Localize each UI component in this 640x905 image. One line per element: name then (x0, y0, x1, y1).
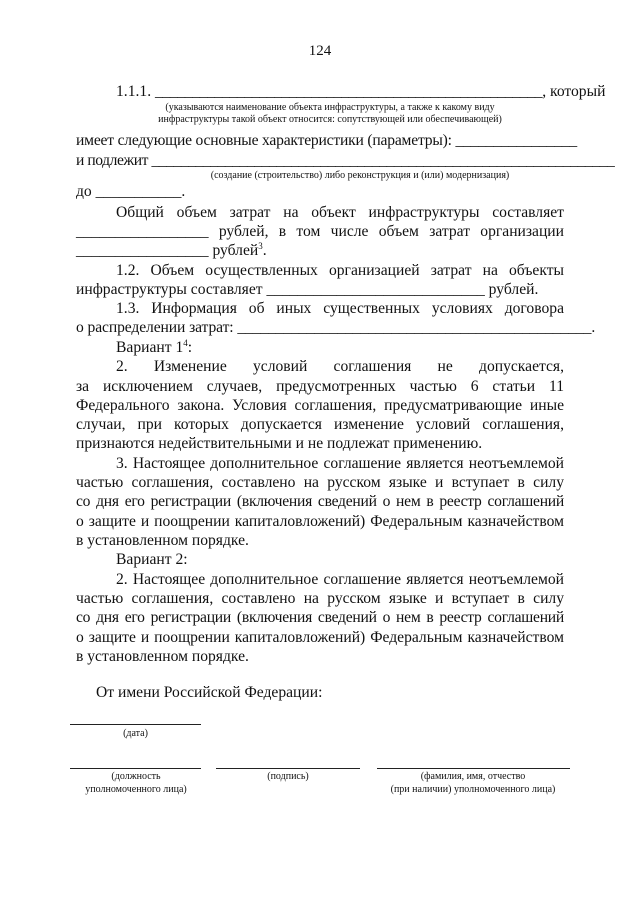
variant-1-colon: : (187, 339, 193, 356)
subject-line: и подлежит _______________________________________________________________ (76, 152, 615, 169)
costs-line1: Общий объем затрат на объект инфраструктуры составляет (116, 204, 564, 221)
costs-line3 (76, 242, 564, 260)
position-signature-line (70, 768, 201, 769)
section-1-2-line2: инфраструктуры составляет ____________________________ рублей. (76, 281, 539, 298)
section-1-3-line2: о распределении затрат: ______________________________________________. (76, 319, 596, 336)
costs-line3-text: _________________ рублей (76, 242, 259, 259)
subject-note: (создание (строительство) либо реконструкция и (или) модернизация) (210, 170, 510, 181)
sign-signature-line (216, 768, 360, 769)
v1-p2-line3: Федерального закона. Условия соглашения, предусматривающие иные (76, 397, 564, 414)
position-caption-line1: (должность (111, 771, 161, 782)
section-1-1-1-suffix: , который (542, 83, 606, 100)
v1-p2-line2: за исключением случаев, предусмотренных частью 6 статьи 11 (76, 378, 564, 395)
v1-p2-line5: признаются недействительными и не подлежат применению. (76, 435, 483, 452)
v1-p3-line2: частью соглашения, составлено на русском языке и вступает в силу (76, 474, 564, 491)
variant-1-label: Вариант 1 (116, 339, 184, 356)
v1-p2-line4: случаи, при которых допускается изменение условий соглашения, (76, 416, 564, 433)
costs-line2: _________________ рублей, в том числе объем затрат организации (76, 223, 564, 240)
v1-p3-line1: 3. Настоящее дополнительное соглашение является неотъемлемой (116, 455, 564, 472)
fio-caption-line2: (при наличии) уполномоченного лица) (390, 784, 556, 795)
v1-p3-line5: в установленном порядке. (76, 532, 249, 549)
section-1-1-1-note-line2: инфраструктуры такой объект относится: сопутствующей или обеспечивающей) (158, 114, 502, 125)
date-signature-line (70, 724, 201, 725)
section-1-1-1-note-line1: (указываются наименование объекта инфраструктуры, а также к какому виду (165, 102, 495, 113)
variant-2-heading: Вариант 2: (116, 551, 188, 568)
v2-p2-line3: со дня его регистрации (включения сведений о нем в реестр соглашений (76, 609, 564, 626)
section-1-1-1-line (116, 83, 606, 101)
variant-1-heading (116, 339, 564, 357)
v2-p2-line5: в установленном порядке. (76, 648, 249, 665)
until-line: до ___________. (76, 183, 186, 200)
footnote-ref-3: 3 (258, 240, 263, 251)
v1-p3-line3: со дня его регистрации (включения сведений о нем в реестр соглашений (76, 493, 564, 510)
sign-caption: (подпись) (267, 771, 309, 782)
section-1-1-1-blank: ____________________________________________________ (154, 83, 543, 100)
params-line: имеет следующие основные характеристики (параметры): ________________ (76, 132, 577, 149)
section-1-1-1-prefix: 1.1.1. (116, 83, 155, 100)
fio-signature-line (377, 768, 570, 769)
v2-p2-line2: частью соглашения, составлено на русском языке и вступает в силу (76, 590, 564, 607)
on-behalf-heading: От имени Российской Федерации: (96, 684, 323, 701)
position-caption-line2: уполномоченного лица) (85, 784, 187, 795)
v2-p2-line4: о защите и поощрении капиталовложений) Федеральным казначейством (76, 629, 564, 646)
v1-p3-line4: о защите и поощрении капиталовложений) Федеральным казначейством (76, 513, 564, 530)
section-1-2-line1: 1.2. Объем осуществленных организацией затрат на объекты (116, 262, 564, 279)
v2-p2-line1: 2. Настоящее дополнительное соглашение является неотъемлемой (116, 571, 564, 588)
fio-caption-line1: (фамилия, имя, отчество (420, 771, 526, 782)
costs-line3-end: . (262, 242, 267, 259)
footnote-ref-4: 4 (183, 337, 188, 348)
section-1-3-line1: 1.3. Информация об иных существенных условиях договора (116, 300, 564, 317)
page-number: 124 (308, 43, 332, 59)
date-caption: (дата) (123, 728, 148, 739)
v1-p2-line1: 2. Изменение условий соглашения не допускается, (116, 358, 564, 375)
